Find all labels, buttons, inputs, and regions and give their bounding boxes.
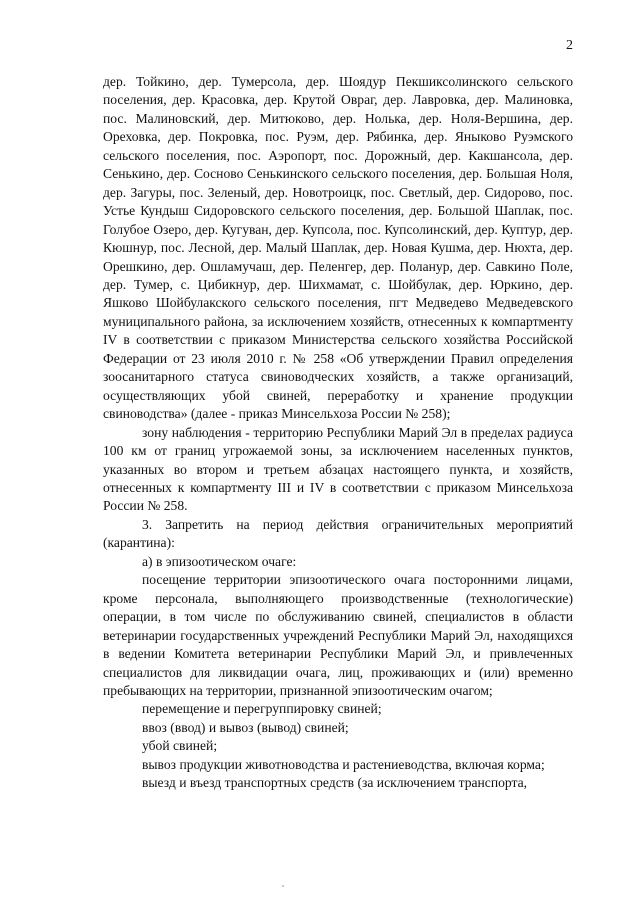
page-number: 2 [566,38,573,53]
paragraph-import-export-ban: ввоз (ввод) и вывоз (вывод) свиней; [142,719,349,735]
paragraph-slaughter-ban: убой свиней; [142,738,218,754]
paragraph-vehicles-ban: выезд и въезд транспортных средств (за исключением транспорта, [142,775,528,791]
scan-dot [282,885,284,887]
paragraph-settlements-list: дер. Тойкино, дер. Тумерсола, дер. Шоядур Пекшиксолинского сельского поселения, дер. Красовка, дер. Крутой Овраг, дер. Лавровка, дер. Малиновка, пос. Малиновский, дер. Митюково, дер. Нолька, дер. Ноля-Вершина, дер. Ореховка, дер. Покровка, пос. Руэм, дер. Рябинка, дер. Яныково Руэмского сельского поселения, пос. Аэропорт, пос. Дорожный, дер. Какшансола, дер. Сенькино, дер. Сосново Сенькинского сельского поселения, дер. Большая Ноля, дер. Загуры, пос. Зеленый, дер. Новотроицк, пос. Светлый, дер. Сидорово, пос. Устье Кундыш Сидоровского сельского поселения, дер. Большой Шаплак, пос. Голубое Озеро, дер. Кугуван, дер. Купсола, пос. Купсолинский, дер. Куптур, дер. Кюшнур, пос. Лесной, дер. Малый Шаплак, дер. Новая Кушма, дер. Нюхта, дер. Орешкино, дер. Ошламучаш, дер. Пеленгер, дер. Поланур, дер. Савкино Поле, дер. Тумер, с. Цибикнур, дер. Шихмамат, с. Шойбулак, дер. Юркино, дер. Яшково Шойбулакского сельского поселения, пгт Медведево Медведевского муниципального района, за исключением хозяйств, отнесенных к компартменту IV в соответствии с приказом Министерства сельского хозяйства Российской Федерации от 23 июля 2010 г. № 258 «Об утверждении Правил определения зоосанитарного статуса свиноводческих хозяйств, а также организаций, осуществляющих убой свиней, переработку и хранение продукции свиноводства» (далее - приказ Минсельхоза России № 258); [103,74,573,422]
paragraph-observation-zone: зону наблюдения - территорию Республики Марий Эл в пределах радиуса 100 км от границ угрожаемой зоны, за исключением населенных пунктов, указанных во втором и третьем абзацах настоящего пункта, и хозяйств, отнесенных к компартменту III и IV в соответствии с приказом Минсельхоза России № 258. [103,424,573,514]
document-body [103,73,573,793]
paragraph-products-ban: вывоз продукции животноводства и растениеводства, включая корма; [142,756,545,772]
paragraph-visit-restriction: посещение территории эпизоотического очага посторонними лицами, кроме персонала, выполняющего производственные (технологические) операции, в том числе по обслуживанию свиней, специалистов в области ветеринарии государственных учреждений Республики Марий Эл, находящихся в ведении Комитета ветеринарии Республики Марий Эл, и привлеченных специалистов для ликвидации очага, лиц, проживающих и (или) временно пребывающих на территории, признанной эпизоотическим очагом; [103,572,573,698]
paragraph-movement-ban: перемещение и перегруппировку свиней; [142,701,382,717]
paragraph-subitem-a: а) в эпизоотическом очаге: [142,553,297,569]
paragraph-item-3: 3. Запретить на период действия ограничительных мероприятий (карантина): [103,516,573,551]
